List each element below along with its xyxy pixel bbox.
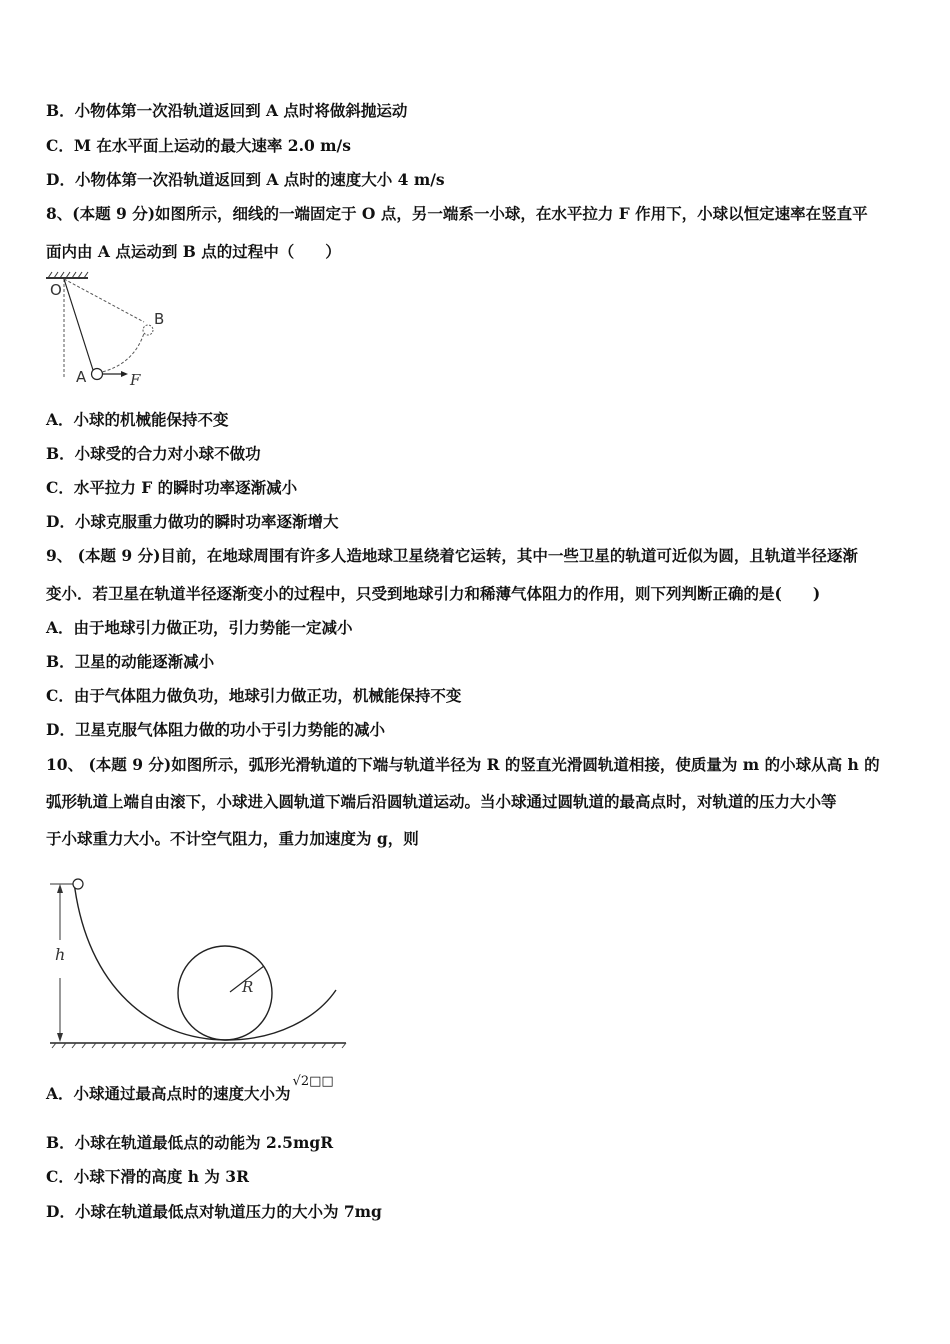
- q8-option-a: A．小球的机械能保持不变: [46, 410, 229, 429]
- q10-option-a-text: A．小球通过最高点时的速度大小为: [46, 1084, 291, 1103]
- label-a: A: [76, 368, 87, 386]
- label-r: R: [242, 978, 254, 996]
- ball-b: [143, 325, 153, 335]
- q8-option-b: B．小球受的合力对小球不做功: [46, 444, 261, 463]
- force-arrowhead: [121, 371, 128, 377]
- q8-stem-line-2: 面内由 A 点运动到 B 点的过程中（ ）: [46, 242, 341, 261]
- q7-option-b: B．小物体第一次沿轨道返回到 A 点时将做斜抛运动: [46, 101, 408, 120]
- q9-option-b: B．卫星的动能逐渐减小: [46, 652, 215, 671]
- ball-a: [92, 369, 103, 380]
- q10-stem-line-1: 10、 (本题 9 分)如图所示，弧形光滑轨道的下端与轨道半径为 R 的竖直光滑圆轨道相接，使质量为 m 的小球从高 h 的: [46, 755, 880, 774]
- loop-circle: [178, 946, 272, 1040]
- h-arrowhead-down: [57, 1033, 63, 1042]
- q10-stem-line-2: 弧形轨道上端自由滚下，小球进入圆轨道下端后沿圆轨道运动。当小球通过圆轨道的最高点时，对轨道的压力大小等: [46, 792, 837, 811]
- q7-option-c: C．M 在水平面上运动的最大速率 2.0 m/s: [46, 136, 351, 155]
- q10-option-a: [46, 1074, 334, 1106]
- path-arc-ab: [98, 330, 145, 373]
- q9-option-c: C．由于气体阻力做负功，地球引力做正功，机械能保持不变: [46, 686, 462, 705]
- q10-stem-line-3: 于小球重力大小。不计空气阻力，重力加速度为 g，则: [46, 829, 419, 848]
- q8-option-d: D．小球克服重力做功的瞬时功率逐渐增大: [46, 512, 339, 531]
- q8-stem-line-1: 8、(本题 9 分)如图所示，细线的一端固定于 O 点，另一端系一小球，在水平拉力 F 作用下，小球以恒定速率在竖直平: [46, 204, 868, 223]
- loop-track-figure: [42, 868, 352, 1053]
- q8-option-c: C．水平拉力 F 的瞬时功率逐渐减小: [46, 478, 298, 497]
- pendulum-figure: [40, 270, 180, 390]
- q9-option-a: A．由于地球引力做正功，引力势能一定减小: [46, 618, 353, 637]
- label-b: B: [154, 310, 165, 328]
- curved-track: [74, 882, 336, 1040]
- q9-option-d: D．卫星克服气体阻力做的功小于引力势能的减小: [46, 720, 385, 739]
- q9-stem-line-1: 9、 (本题 9 分)目前，在地球周围有许多人造地球卫星绕着它运转，其中一些卫星的轨道可近似为圆，且轨道半径逐渐: [46, 546, 858, 565]
- label-o: O: [50, 281, 62, 299]
- q10-option-c: C．小球下滑的高度 h 为 3R: [46, 1167, 249, 1186]
- label-h: h: [55, 945, 66, 964]
- q7-option-d: D．小物体第一次沿轨道返回到 A 点时的速度大小 4 m/s: [46, 170, 445, 189]
- q9-stem-line-2: 变小．若卫星在轨道半径逐渐变小的过程中，只受到地球引力和稀薄气体阻力的作用，则下列判断正确的是( ): [46, 584, 821, 603]
- q10-option-d: D．小球在轨道最低点对轨道压力的大小为 7mg: [46, 1202, 382, 1221]
- q10-option-a-formula: √2□□: [292, 1074, 334, 1089]
- h-arrowhead-up: [57, 884, 63, 893]
- ball-top: [73, 879, 83, 889]
- q10-option-b: B．小球在轨道最低点的动能为 2.5mgR: [46, 1133, 334, 1152]
- string-oa: [64, 279, 93, 370]
- label-f: F: [130, 371, 141, 389]
